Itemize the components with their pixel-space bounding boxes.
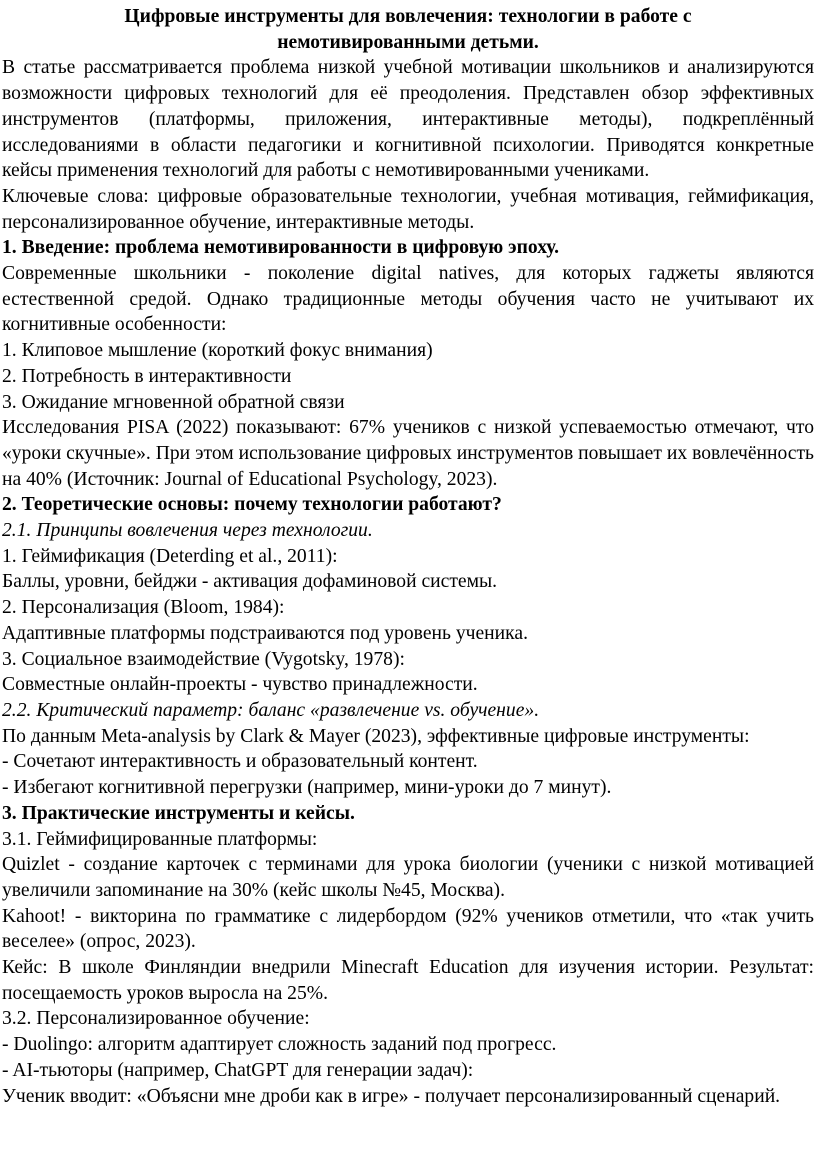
- list-item: 2. Потребность в интерактивности: [2, 365, 292, 387]
- title-line-1: Цифровые инструменты для вовлечения: технологии в работе с: [124, 6, 692, 27]
- duolingo-line: - Duolingo: алгоритм адаптирует сложность заданий под прогресс.: [2, 1034, 557, 1056]
- title-line-2: немотивированными детьми.: [277, 31, 539, 53]
- kahoot-paragraph: Kahoot! - викторина по грамматике с лидербордом (92% учеников отметили, что «так учить веселее» (опрос, 2023).: [2, 905, 814, 953]
- section-1-heading: 1. Введение: проблема немотивированности в цифровую эпоху.: [2, 237, 559, 259]
- abstract-paragraph: В статье рассматривается проблема низкой учебной мотивации школьников и анализируются возможности цифровых технологий для её преодоления. Представлен обзор эффективных инструментов (платформы, приложения, интерактивные методы), подкреплённый исследованиями в области педагогики и когнитивной психологии. Приводятся конкретные кейсы применения технологий для работы с немотивированными учениками.: [2, 57, 814, 182]
- principle-line: 2. Персонализация (Bloom, 1984):: [2, 597, 285, 619]
- section-3-1-subheading: 3.1. Геймифицированные платформы:: [2, 828, 318, 850]
- section-1-research: Исследования PISA (2022) показывают: 67% учеников с низкой успеваемостью отмечают, что «уроки скучные». При этом использование цифровых инструментов повышает их вовлечённость на 40% (Источник: Journal of Educational Psychology, 2023).: [2, 417, 814, 490]
- meta-analysis-paragraph: По данным Meta-analysis by Clark & Mayer (2023), эффективные цифровые инструменты:: [2, 725, 750, 747]
- list-item: 1. Клиповое мышление (короткий фокус внимания): [2, 340, 433, 362]
- section-3-heading: 3. Практические инструменты и кейсы.: [2, 802, 355, 824]
- section-2-1-subheading: 2.1. Принципы вовлечения через технологии.: [2, 520, 373, 542]
- principle-line: Баллы, уровни, бейджи - активация дофаминовой системы.: [2, 571, 498, 593]
- principle-line: 1. Геймификация (Deterding et al., 2011):: [2, 545, 338, 567]
- keywords-paragraph: Ключевые слова: цифровые образовательные технологии, учебная мотивация, геймификация, персонализированное обучение, интерактивные методы.: [2, 185, 814, 233]
- quizlet-paragraph: Quizlet - создание карточек с терминами для урока биологии (ученики с низкой мотивацией увеличили запоминание на 30% (кейс школы №45, Москва).: [2, 854, 814, 901]
- case-paragraph: Кейс: В школе Финляндии внедрили Minecraft Education для изучения истории. Результат: посещаемость уроков выросла на 25%.: [2, 957, 814, 1004]
- list-item: 3. Ожидание мгновенной обратной связи: [2, 391, 345, 413]
- principle-line: Совместные онлайн-проекты - чувство принадлежности.: [2, 674, 478, 696]
- student-example-paragraph: Ученик вводит: «Объясни мне дроби как в игре» - получает персонализированный сценарий.: [2, 1085, 781, 1107]
- section-2-heading: 2. Теоретические основы: почему технологии работают?: [2, 494, 502, 516]
- section-1-intro: Современные школьники - поколение digital natives, для которых гаджеты являются естественной средой. Однако традиционные методы обучения часто не учитывают их когнитивные особенности:: [2, 263, 814, 336]
- section-2-2-subheading: 2.2. Критический параметр: баланс «развлечение vs. обучение».: [2, 699, 540, 721]
- bullet-item: - Сочетают интерактивность и образовательный контент.: [2, 751, 478, 773]
- bullet-item: - Избегают когнитивной перегрузки (например, мини-уроки до 7 минут).: [2, 777, 612, 799]
- section-3-2-subheading: 3.2. Персонализированное обучение:: [2, 1008, 310, 1030]
- principle-line: 3. Социальное взаимодействие (Vygotsky, 1978):: [2, 648, 405, 670]
- principle-line: Адаптивные платформы подстраиваются под уровень ученика.: [2, 622, 528, 644]
- ai-tutor-line: - AI-тьюторы (например, ChatGPT для генерации задач):: [2, 1059, 474, 1081]
